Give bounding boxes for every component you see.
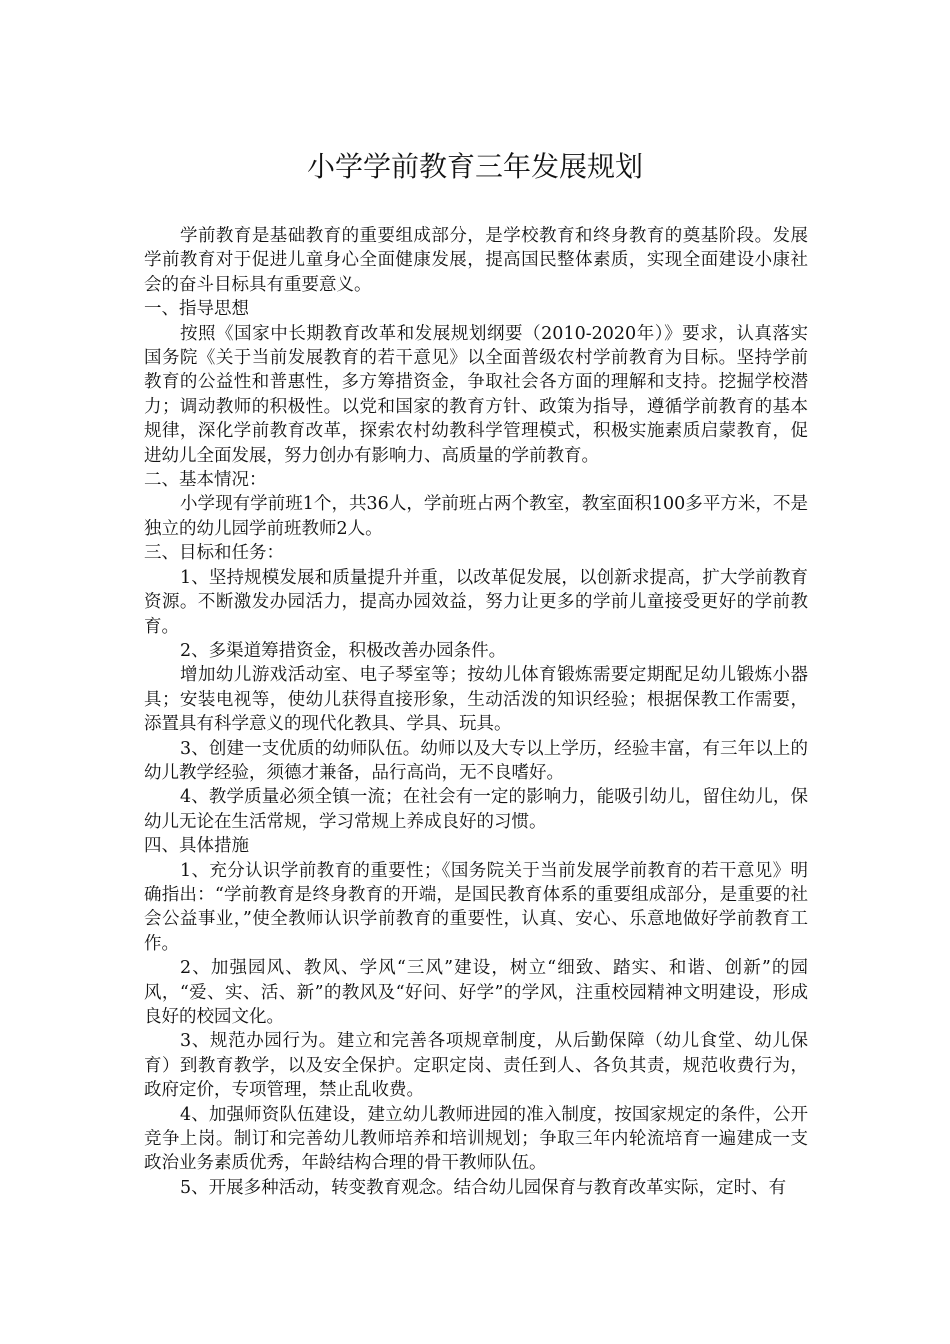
section-heading-guiding-thought: 一、指导思想: [144, 299, 249, 320]
document-title: 小学学前教育三年发展规划: [306, 149, 643, 183]
goal-item-3: 3、创建一支优质的幼师队伍。幼师以及大专以上学历，经验丰富，有三年以上的幼儿教学经验，须德才兼备，品行高尚，无不良嗜好。: [144, 738, 808, 783]
measure-item-1: 1、充分认识学前教育的重要性；《国务院关于当前发展学前教育的若干意见》明确指出：“学前教育是终身教育的开端，是国民教育体系的重要组成部分，是重要的社会公益事业，”使全教师认识学前教育的重要性，认真、安心、乐意地做好学前教育工作。: [144, 860, 808, 954]
intro-paragraph: 学前教育是基础教育的重要组成部分，是学校教育和终身教育的奠基阶段。发展学前教育对于促进儿童身心全面健康发展，提高国民整体素质，实现全面建设小康社会的奋斗目标具有重要意义。: [144, 226, 808, 295]
goal-item-4: 4、教学质量必须全镇一流；在社会有一定的影响力，能吸引幼儿，留住幼儿，保幼儿无论在生活常规，学习常规上养成良好的习惯。: [144, 787, 808, 832]
measure-item-4: 4、加强师资队伍建设，建立幼儿教师进园的准入制度，按国家规定的条件，公开竞争上岗。制订和完善幼儿教师培养和培训规划；争取三年内轮流培育一遍建成一支政治业务素质优秀，年龄结构合理的骨干教师队伍。: [144, 1104, 808, 1174]
document-body: [144, 224, 808, 1200]
section-heading-goals-tasks: 三、目标和任务：: [144, 543, 284, 564]
guiding-thought-paragraph: 按照《国家中长期教育改革和发展规划纲要（2010-2020年）》要求，认真落实国务院《关于当前发展教育的若干意见》以全面普级农村学前教育为目标。坚持学前教育的公益性和普惠性，多方筹措资金，争取社会各方面的理解和支持。挖掘学校潜力；调动教师的积极性。以党和国家的教育方针、政策为指导，遵循学前教育的基本规律，深化学前教育改革，探索农村幼教科学管理模式，积极实施素质启蒙教育，促进幼儿全面发展，努力创办有影响力、高质量的学前教育。: [144, 323, 808, 466]
basic-situation-paragraph: 小学现有学前班1个，共36人，学前班占两个教室，教室面积100多平方米，不是独立的幼儿园学前班教师2人。: [144, 494, 808, 539]
goal-item-2: 2、多渠道筹措资金，积极改善办园条件。: [180, 640, 507, 661]
section-heading-basic-situation: 二、基本情况：: [144, 470, 267, 491]
goal-item-1: 1、坚持规模发展和质量提升并重，以改革促发展，以创新求提高，扩大学前教育资源。不断激发办园活力，提高办园效益，努力让更多的学前儿童接受更好的学前教育。: [144, 567, 808, 637]
goal-item-2-detail: 增加幼儿游戏活动室、电子琴室等；按幼儿体育锻炼需要定期配足幼儿锻炼小器具；安装电视等，使幼儿获得直接形象，生动活泼的知识经验；根据保教工作需要，添置具有科学意义的现代化教具、学具、玩具。: [144, 665, 808, 735]
section-heading-measures: 四、具体措施: [144, 836, 249, 857]
measure-item-3: 3、规范办园行为。建立和完善各项规章制度，从后勤保障（幼儿食堂、幼儿保育）到教育教学，以及安全保护。定职定岗、责任到人、各负其责，规范收费行为，政府定价，专项管理，禁止乱收费。: [144, 1031, 808, 1101]
measure-item-2: 2、加强园风、教风、学风“三风”建设，树立“细致、踏实、和谐、创新”的园风，“爱、实、活、新”的教风及“好问、好学”的学风，注重校园精神文明建设，形成良好的校园文化。: [144, 958, 808, 1027]
measure-item-5: 5、开展多种活动，转变教育观念。结合幼儿园保育与教育改革实际，定时、有: [180, 1177, 787, 1198]
